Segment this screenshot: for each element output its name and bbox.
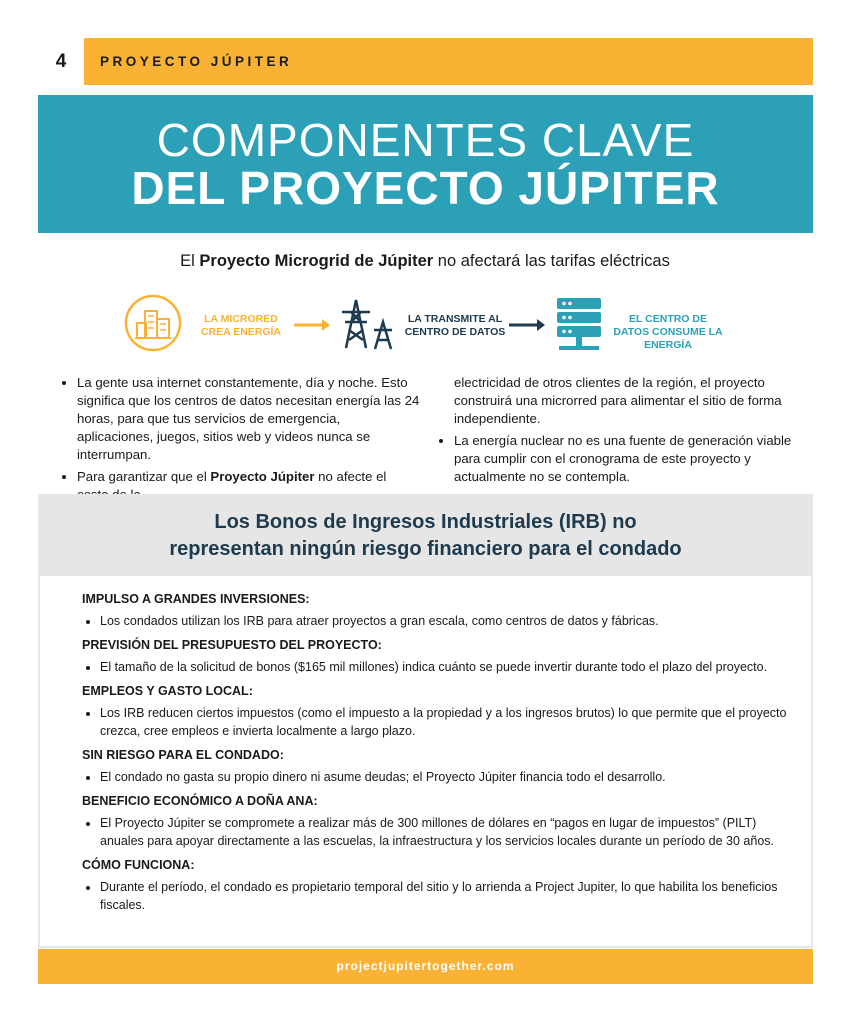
hero-title-line2: DEL PROYECTO JÚPITER: [131, 162, 720, 214]
yellow-arrow-icon: [293, 318, 331, 332]
footer-bar: [38, 949, 813, 984]
left-column: [55, 374, 420, 508]
irb-content-box: [38, 576, 813, 948]
section-heading: EMPLEOS Y GASTO LOCAL:: [82, 684, 253, 698]
right-column: [432, 374, 812, 490]
bullet2-prefix: Para garantizar que el: [77, 469, 211, 484]
irb-title-line1: Los Bonos de Ingresos Industriales (IRB) no: [214, 511, 637, 533]
subtitle-suffix: no afectará las tarifas eléctricas: [433, 252, 670, 270]
list-item: • Los IRB reducen ciertos impuestos (como el impuesto a la propiedad y a los ingresos brutos) lo que permite que el proyecto crezca, cree empleos e invierta localmente a largo plazo.: [100, 704, 792, 740]
section-heading: IMPULSO A GRANDES INVERSIONES:: [82, 592, 310, 606]
hero-banner: [38, 95, 813, 233]
hero-title-line1: COMPONENTES CLAVE: [156, 114, 695, 166]
page-number: 4: [38, 38, 84, 85]
list-item: • La energía nuclear no es una fuente de generación viable para cumplir con el cronograma de este proyecto y actualmente no se contempla.: [454, 432, 812, 486]
footer-url[interactable]: projectjupitertogether.com: [336, 959, 515, 973]
irb-sections: [82, 586, 792, 922]
subtitle-prefix: El: [180, 252, 200, 270]
subtitle: [0, 252, 850, 271]
list-item: • El tamaño de la solicitud de bonos ($165 mil millones) indica cuánto se puede invertir durante todo el plazo del proyecto.: [100, 658, 792, 676]
list-item: • El condado no gasta su propio dinero ni asume deudas; el Proyecto Júpiter financia todo el desarrollo.: [100, 768, 792, 786]
bullet2-suffix: no afecte el: [318, 469, 387, 484]
section-heading: SIN RIESGO PARA EL CONDADO:: [82, 748, 284, 762]
list-item: • Los condados utilizan los IRB para atraer proyectos a gran escala, como centros de datos y fábricas.: [100, 612, 792, 630]
section-heading: BENEFICIO ECONÓMICO A DOÑA ANA:: [82, 794, 318, 808]
microgrid-city-icon: [123, 293, 183, 353]
irb-header: [38, 494, 813, 576]
section-heading: PREVISIÓN DEL PRESUPUESTO DEL PROYECTO:: [82, 638, 382, 652]
section-heading: CÓMO FUNCIONA:: [82, 858, 195, 872]
list-item: • El Proyecto Júpiter se compromete a realizar más de 300 millones de dólares en “pagos en lugar de impuestos” (PILT) anuales para apoyar directamente a las escuelas, la infraestructura y los servicios locales durante un período de 30 años.: [100, 814, 792, 850]
irb-title: [38, 509, 813, 563]
power-tower-icon: [338, 296, 398, 354]
flow-step1-label: LA MICRORED CREA ENERGÍA: [200, 313, 282, 338]
header-label: PROYECTO JÚPITER: [100, 54, 293, 69]
irb-title-line2: representan ningún riesgo financiero para el condado: [169, 538, 682, 560]
navy-arrow-icon: [508, 318, 546, 332]
subtitle-bold: Proyecto Microgrid de Júpiter: [199, 252, 434, 270]
bullet2-bold: Proyecto Júpiter: [210, 469, 315, 484]
continuation-text: electricidad de otros clientes de la región, el proyecto construirá una microrred para alimentar el sitio de forma independiente.: [454, 375, 782, 426]
list-item: • Durante el período, el condado es propietario temporal del sitio y lo arrienda a Project Jupiter, lo que habilita los beneficios fiscales.: [100, 878, 792, 914]
flow-step2-label: LA TRANSMITE AL CENTRO DE DATOS: [404, 313, 506, 338]
header-bar: [38, 38, 813, 85]
list-item: • La gente usa internet constantemente, día y noche. Esto significa que los centros de datos necesitan energía las 24 horas, para que tus servicios de emergencia, aplicaciones, juegos, sitios web y videos nunca se interrumpan.: [77, 374, 420, 464]
server-rack-icon: [553, 296, 605, 354]
flow-step3-label: EL CENTRO DE DATOS CONSUME LA ENERGÍA: [613, 313, 723, 351]
